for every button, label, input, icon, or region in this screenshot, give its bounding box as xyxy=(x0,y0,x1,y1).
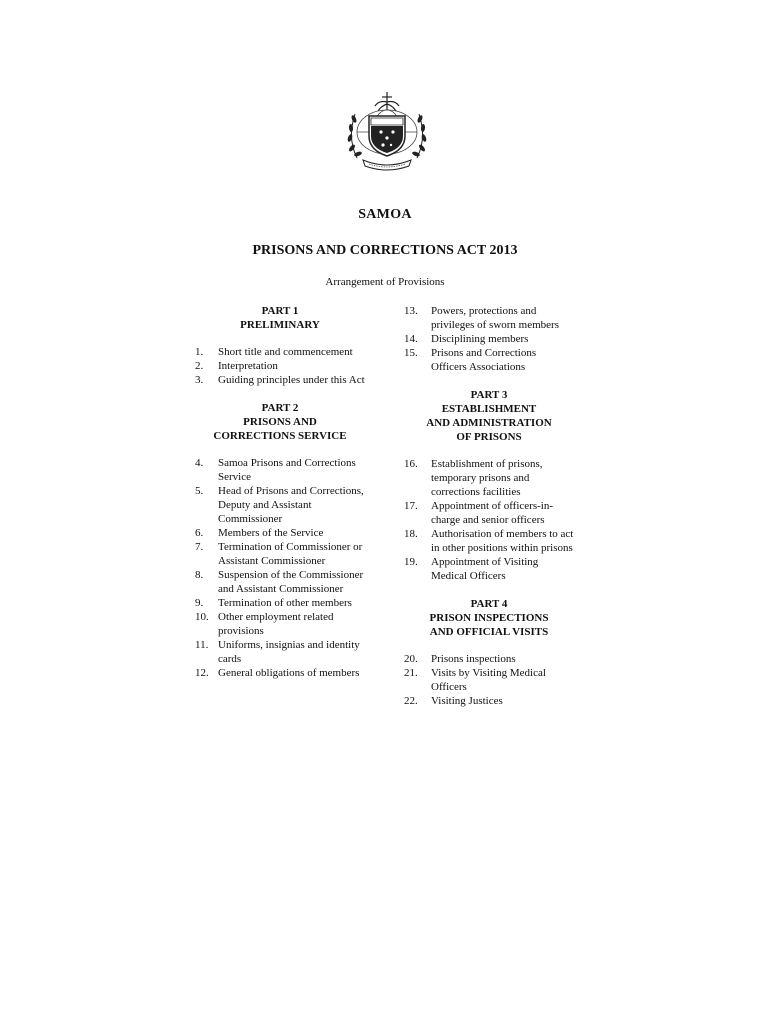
toc-entry-title: Powers, protections and privileges of sworn members xyxy=(431,305,559,331)
toc-entry-title: General obligations of members xyxy=(218,667,360,679)
toc-entry-16[interactable] xyxy=(404,457,574,499)
toc-entry-number: 13. xyxy=(404,305,418,317)
part-heading-line: PRISON INSPECTIONS xyxy=(429,612,549,624)
part-heading-line: PART 1 xyxy=(261,305,299,317)
toc-entry-number: 7. xyxy=(195,541,204,553)
toc-entry-number: 19. xyxy=(404,556,418,568)
toc-entry-title: Visiting Justices xyxy=(431,695,503,707)
toc-entry-number: 20. xyxy=(404,653,418,665)
toc-entry-20[interactable] xyxy=(404,652,574,666)
toc-entry-11[interactable] xyxy=(195,638,365,666)
part-4-heading xyxy=(404,597,574,639)
toc-entry-10[interactable] xyxy=(195,610,365,638)
toc-entry-number: 12. xyxy=(195,667,209,679)
toc-entry-8[interactable] xyxy=(195,568,365,596)
toc-entry-number: 18. xyxy=(404,528,418,540)
part-2-section xyxy=(195,401,365,680)
toc-entry-title: Samoa Prisons and Corrections Service xyxy=(218,457,356,483)
part-4-section xyxy=(404,597,574,708)
toc-entry-title: Appointment of officers-in-charge and senior officers xyxy=(431,500,553,526)
toc-entry-14[interactable] xyxy=(404,332,574,346)
toc-entry-title: Suspension of the Commissioner and Assistant Commissioner xyxy=(218,569,364,595)
toc-entry-7[interactable] xyxy=(195,540,365,568)
document-country: SAMOA xyxy=(358,207,412,222)
toc-entry-number: 8. xyxy=(195,569,204,581)
toc-column-right xyxy=(404,304,574,722)
toc-entry-number: 9. xyxy=(195,597,204,609)
toc-entry-number: 1. xyxy=(195,346,204,358)
toc-entry-title: Short title and commencement xyxy=(218,346,353,358)
document-title: PRISONS AND CORRECTIONS ACT 2013 xyxy=(252,243,518,258)
part-heading-line: PRELIMINARY xyxy=(240,319,320,331)
toc-entry-title: Head of Prisons and Corrections, Deputy and Assistant Commissioner xyxy=(218,485,364,525)
toc-entry-title: Termination of other members xyxy=(218,597,352,609)
toc-entry-15[interactable] xyxy=(404,346,574,374)
toc-entry-3[interactable] xyxy=(195,373,365,387)
toc-entry-title: Termination of Commissioner or Assistant Commissioner xyxy=(218,541,363,567)
toc-entry-4[interactable] xyxy=(195,456,365,484)
toc-entry-number: 5. xyxy=(195,485,204,497)
toc-entry-13[interactable] xyxy=(404,304,574,332)
toc-entry-number: 6. xyxy=(195,527,204,539)
toc-entry-1[interactable] xyxy=(195,345,365,359)
part-heading-line: PART 4 xyxy=(470,598,508,610)
part-3-heading xyxy=(404,388,574,444)
toc-entry-6[interactable] xyxy=(195,526,365,540)
toc-entry-title: Other employment related provisions xyxy=(218,611,334,637)
toc-entry-title: Disciplining members xyxy=(431,333,529,345)
toc-entry-title: Appointment of Visiting Medical Officers xyxy=(431,556,539,582)
part-1-heading xyxy=(195,304,365,332)
toc-entry-22[interactable] xyxy=(404,694,574,708)
toc-entry-number: 4. xyxy=(195,457,204,469)
part-heading-line: OF PRISONS xyxy=(456,431,522,443)
part-2-continued-section xyxy=(404,304,574,374)
samoa-coat-of-arms-emblem xyxy=(343,88,431,174)
toc-entry-number: 22. xyxy=(404,695,418,707)
part-heading-line: AND OFFICIAL VISITS xyxy=(429,626,549,638)
toc-entry-18[interactable] xyxy=(404,527,574,555)
toc-entry-title: Uniforms, insignias and identity cards xyxy=(218,639,360,665)
toc-entry-title: Members of the Service xyxy=(218,527,324,539)
toc-entry-12[interactable] xyxy=(195,666,365,680)
part-heading-line: CORRECTIONS SERVICE xyxy=(213,430,347,442)
toc-entry-number: 14. xyxy=(404,333,418,345)
part-heading-line: AND ADMINISTRATION xyxy=(426,417,552,429)
toc-entry-title: Visits by Visiting Medical Officers xyxy=(431,667,546,693)
toc-entry-19[interactable] xyxy=(404,555,574,583)
toc-entry-number: 10. xyxy=(195,611,209,623)
toc-entry-number: 17. xyxy=(404,500,418,512)
toc-entry-title: Authorisation of members to act in other positions within prisons xyxy=(431,528,574,554)
document-subtitle: Arrangement of Provisions xyxy=(325,276,445,288)
part-heading-line: PRISONS AND xyxy=(243,416,317,428)
toc-column-left xyxy=(195,304,365,694)
toc-entry-title: Prisons and Corrections Officers Associations xyxy=(431,347,537,373)
toc-entry-number: 2. xyxy=(195,360,204,372)
part-1-section xyxy=(195,304,365,387)
toc-entry-number: 16. xyxy=(404,458,418,470)
toc-entry-number: 15. xyxy=(404,347,418,359)
toc-entry-21[interactable] xyxy=(404,666,574,694)
toc-entry-2[interactable] xyxy=(195,359,365,373)
toc-entry-number: 11. xyxy=(195,639,209,651)
toc-entry-5[interactable] xyxy=(195,484,365,526)
toc-entry-number: 21. xyxy=(404,667,418,679)
part-2-heading xyxy=(195,401,365,443)
toc-entry-title: Establishment of prisons, temporary prisons and corrections facilities xyxy=(431,458,543,498)
part-heading-line: ESTABLISHMENT xyxy=(441,403,537,415)
part-heading-line: PART 2 xyxy=(261,402,299,414)
toc-entry-title: Interpretation xyxy=(218,360,278,372)
toc-entry-title: Guiding principles under this Act xyxy=(218,374,365,386)
part-heading-line: PART 3 xyxy=(470,389,508,401)
part-3-section xyxy=(404,388,574,583)
toc-entry-number: 3. xyxy=(195,374,204,386)
toc-entry-17[interactable] xyxy=(404,499,574,527)
toc-entry-9[interactable] xyxy=(195,596,365,610)
toc-entry-title: Prisons inspections xyxy=(431,653,516,665)
